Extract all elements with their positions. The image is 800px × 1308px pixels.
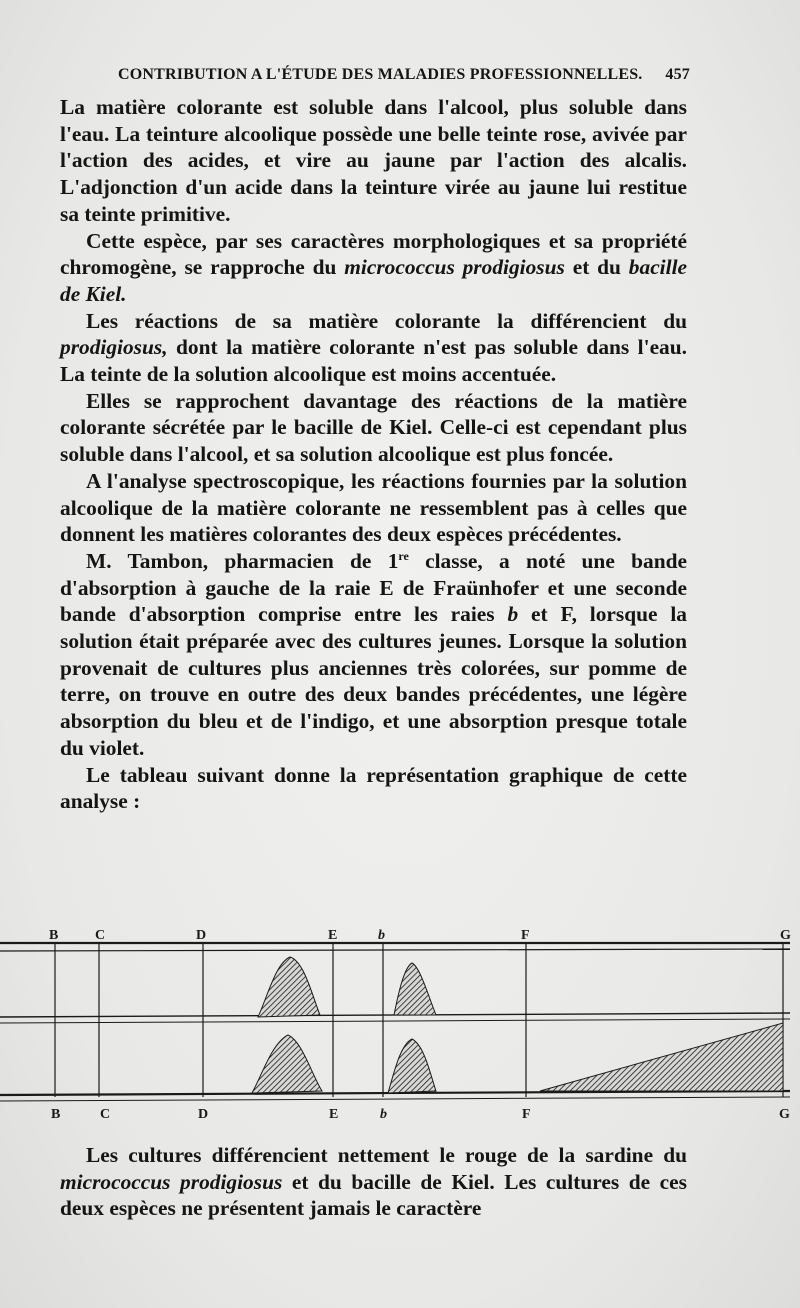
- label-f-top: F: [521, 928, 530, 943]
- label-d-bottom: D: [198, 1107, 209, 1122]
- spectrum-figure: [0, 925, 800, 1125]
- label-b-top: B: [49, 928, 59, 943]
- running-title: CONTRIBUTION A L'ÉTUDE DES MALADIES PROFESSIONNELLES.: [118, 66, 643, 83]
- label-e-bottom: E: [329, 1107, 339, 1122]
- paragraph-2: Cette espèce, par ses caractères morphologiques et sa propriété chromogène, se rapproche du micrococcus prodigiosus et du bacille de Kiel.: [60, 228, 688, 306]
- absorption-bands-upper: [258, 957, 436, 1017]
- label-b-bottom: B: [51, 1107, 61, 1122]
- label-small-b-bottom: b: [380, 1107, 387, 1122]
- paragraph-6: M. Tambon, pharmacien de 1re classe, a noté une bande d'absorption à gauche de la raie E de Fraünhofer et une seconde bande d'absorption comprise entre les raies b et F, lorsque la solution était préparée avec des cultures jeunes. Lorsque la solution provenait de cultures plus anciennes très colorées, sur pomme de terre, on trouve en outre des deux bandes précédentes, une légère absorption du bleu et de l'indigo, et une absorption presque totale du violet.: [60, 548, 687, 760]
- paragraph-5: A l'analyse spectroscopique, les réactions fournies par la solution alcoolique de la matière colorante ne ressemblent pas à celles que donnent les matières colorantes des deux espèces précédentes.: [60, 468, 687, 547]
- page-number: 457: [665, 66, 690, 83]
- paragraph-7: Le tableau suivant donne la représentation graphique de cette analyse :: [60, 762, 687, 814]
- absorption-band-e-lower: [252, 1035, 322, 1093]
- absorption-band-b-f: [394, 963, 436, 1015]
- main-text-continued: [60, 1142, 687, 1222]
- label-d-top: D: [196, 928, 207, 943]
- absorption-band-b-f-lower: [388, 1039, 436, 1093]
- running-header: [118, 66, 690, 84]
- absorption-band-e: [258, 957, 320, 1017]
- label-small-b-top: b: [378, 928, 385, 943]
- label-f-bottom: F: [522, 1107, 531, 1122]
- paragraph-3: Les réactions de sa matière colorante la différencient du prodigiosus, dont la matière colorante n'est pas soluble dans l'eau. La teinte de la solution alcoolique est moins accentuée.: [60, 308, 687, 387]
- paragraph-8: Les cultures différencient nettement le rouge de la sardine du micrococcus prodigiosus et du bacille de Kiel. Les cultures de ces deux espèces ne présentent jamais le caractère: [60, 1143, 687, 1221]
- main-text: [60, 94, 687, 815]
- absorption-bands-lower: [252, 1023, 783, 1093]
- violet-absorption: [540, 1023, 783, 1091]
- line-labels-top: [49, 928, 791, 943]
- line-labels-bottom: [51, 1107, 790, 1122]
- label-c-top: C: [95, 928, 106, 943]
- paragraph-4: Elles se rapprochent davantage des réactions de la matière colorante sécrétée par le bacille de Kiel. Celle-ci est cependant plus soluble dans l'alcool, et sa solution alcoolique est plus foncée.: [60, 388, 687, 467]
- paragraph-1: La matière colorante est soluble dans l'alcool, plus soluble dans l'eau. La teinture alcoolique possède une belle teinte rose, avivée par l'action des acides, et vire au jaune par l'action des alcalis. L'adjonction d'un acide dans la teinture virée au jaune lui restitue sa teinte primitive.: [60, 95, 687, 226]
- label-c-bottom: C: [100, 1107, 111, 1122]
- label-g-bottom: G: [779, 1107, 790, 1122]
- label-e-top: E: [328, 928, 338, 943]
- label-g-top: G: [780, 928, 791, 943]
